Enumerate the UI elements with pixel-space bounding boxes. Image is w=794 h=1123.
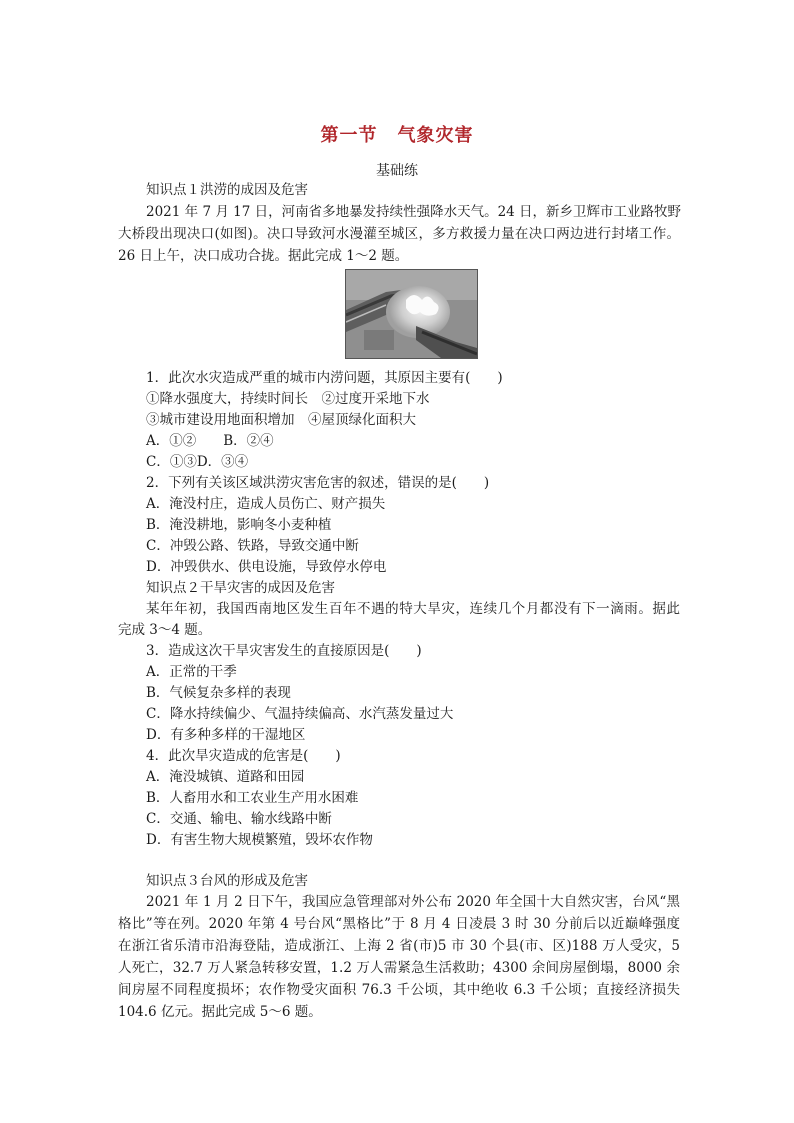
section-subtitle: 基础练 (376, 163, 418, 179)
kp3-passage-line-2: 格比”等在列。2020 年第 4 号台风“黑格比”于 8 月 4 日凌晨 3 时 30 分前后以近巅峰强度 (118, 916, 680, 932)
q3-option-d: D．有多种多样的干湿地区 (146, 727, 306, 743)
kp1-passage-line-2: 大桥段出现决口(如图)。决口导致河水漫灌至城区，多方救援力量在决口两边进行封堵工作。 (118, 226, 680, 242)
q1-options-line-1: ①降水强度大，持续时间长 ②过度开采地下水 (146, 391, 430, 407)
kp1-passage-line-1: 2021 年 7 月 17 日，河南省多地暴发持续性强降水天气。24 日，新乡卫辉市工业路牧野 (146, 204, 682, 220)
kp2-heading: 知识点２干旱灾害的成因及危害 (146, 580, 335, 596)
kp2-passage-line-2: 完成 3～4 题。 (118, 622, 212, 638)
kp1-passage-line-3: 26 日上午，决口成功合拢。据此完成 1～2 题。 (118, 248, 409, 264)
q3-stem: 3．造成这次干旱灾害发生的直接原因是( ) (146, 643, 422, 659)
section-title-topic: 气象灾害 (397, 125, 474, 146)
q2-option-b: B．淹没耕地，影响冬小麦种植 (146, 517, 332, 533)
section-title (0, 121, 794, 147)
q3-option-a: A．正常的干季 (146, 664, 237, 680)
q2-option-a: A．淹没村庄，造成人员伤亡、财产损失 (146, 496, 386, 512)
q3-option-b: B．气候复杂多样的表现 (146, 685, 291, 701)
q1-options-line-2: ③城市建设用地面积增加 ④屋顶绿化面积大 (146, 412, 416, 428)
q3-option-c: C．降水持续偏少、气温持续偏高、水汽蒸发量过大 (146, 706, 454, 722)
kp3-passage-line-3: 在浙江省乐清市沿海登陆，造成浙江、上海 2 省(市)5 市 30 个县(市、区)188 万人受灾，5 (118, 938, 680, 954)
q4-option-d: D．有害生物大规模繁殖，毁坏农作物 (146, 832, 373, 848)
q4-option-a: A．淹没城镇、道路和田园 (146, 769, 305, 785)
kp1-heading: 知识点１洪涝的成因及危害 (146, 182, 308, 198)
levee-breach-photo (345, 269, 478, 359)
kp3-passage-line-5: 间房屋不同程度损坏；农作物受灾面积 76.3 千公顷，其中绝收 6.3 千公顷；直接经济损失 (118, 982, 680, 998)
kp2-passage-line-1: 某年年初，我国西南地区发生百年不遇的特大旱灾，连续几个月都没有下一滴雨。据此 (146, 601, 680, 617)
kp3-passage-line-6: 104.6 亿元。据此完成 5～6 题。 (118, 1004, 322, 1020)
q2-stem: 2．下列有关该区域洪涝灾害危害的叙述，错误的是( ) (146, 475, 490, 491)
q4-option-b: B．人畜用水和工农业生产用水困难 (146, 790, 359, 806)
q1-answers-line-1: A．①② B．②④ (146, 433, 274, 449)
kp3-passage-line-1: 2021 年 1 月 2 日下午，我国应急管理部对外公布 2020 年全国十大自然灾害，台风“黑 (146, 894, 680, 910)
q2-option-d: D．冲毁供水、供电设施，导致停水停电 (146, 559, 387, 575)
aerial-flood-image (346, 270, 477, 358)
q1-answers-line-2: C．①③D．③④ (146, 454, 249, 470)
q1-stem: 1．此次水灾造成严重的城市内涝问题，其原因主要有( ) (146, 370, 503, 386)
section-title-number: 第一节 (320, 125, 378, 146)
kp3-passage-line-4: 人死亡，32.7 万人紧急转移安置，1.2 万人需紧急生活救助；4300 余间房屋倒塌，8000 余 (118, 960, 680, 976)
kp3-heading: 知识点３台风的形成及危害 (146, 873, 308, 889)
q4-option-c: C．交通、输电、输水线路中断 (146, 811, 332, 827)
q2-option-c: C．冲毁公路、铁路，导致交通中断 (146, 538, 359, 554)
q4-stem: 4．此次旱灾造成的危害是( ) (146, 748, 341, 764)
